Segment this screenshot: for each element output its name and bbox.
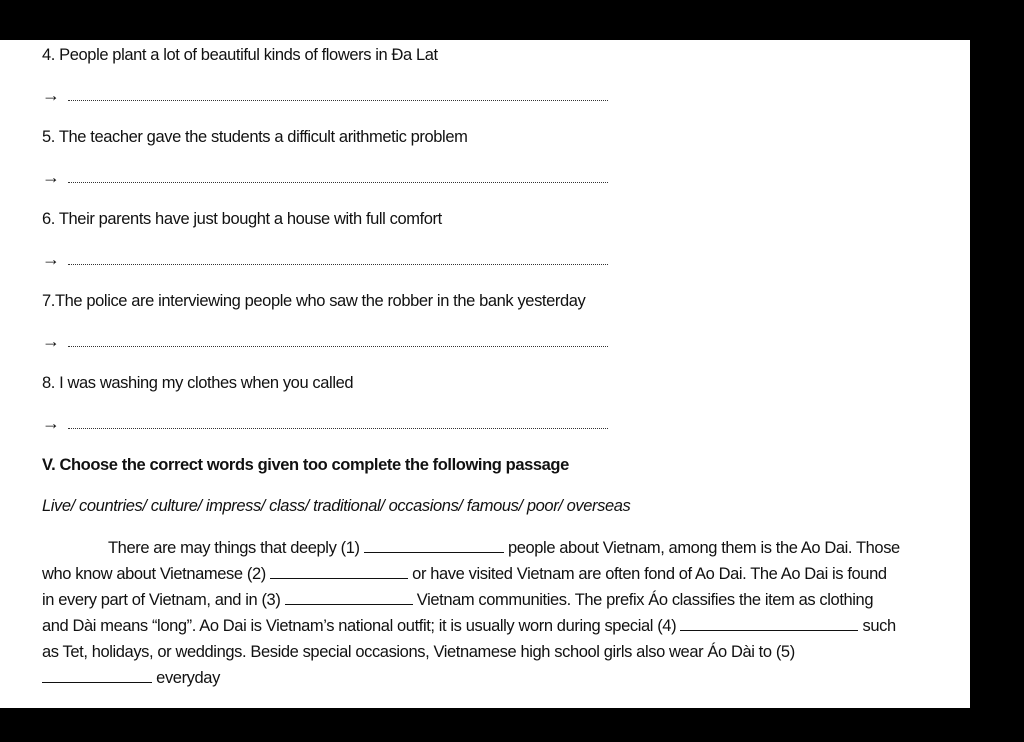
exercise-item-6: 6. Their parents have just bought a house with full comfort xyxy=(42,210,442,228)
worksheet-page xyxy=(0,40,970,708)
passage-text: everyday xyxy=(152,669,220,687)
passage-text: or have visited Vietnam are often fond of Ao Dai. The Ao Dai is found in every part of Vietnam, and in (3) xyxy=(42,565,887,609)
passage xyxy=(42,535,902,691)
dotted-answer-line xyxy=(68,100,608,101)
blank-2[interactable] xyxy=(270,564,408,579)
arrow-icon: → xyxy=(42,413,60,433)
dotted-answer-line xyxy=(68,346,608,347)
arrow-icon: → xyxy=(42,331,60,351)
section-heading: V. Choose the correct words given too complete the following passage xyxy=(42,456,569,474)
arrow-icon: → xyxy=(42,249,60,269)
exercise-item-7: 7.The police are interviewing people who saw the robber in the bank yesterday xyxy=(42,292,586,310)
word-bank: Live/ countries/ culture/ impress/ class/ traditional/ occasions/ famous/ poor/ overseas xyxy=(42,497,631,515)
dotted-answer-line xyxy=(68,182,608,183)
passage-text: people about Vietnam, among them is the Ao Dai. Those who know about Vietnamese (2) xyxy=(42,539,900,583)
passage-text: such as Tet, holidays, or weddings. Beside special occasions, Vietnamese high school girls also wear Áo Dài to (5) xyxy=(42,617,896,661)
exercise-item-8: 8. I was washing my clothes when you called xyxy=(42,374,354,392)
dotted-answer-line xyxy=(68,264,608,265)
passage-text: There are may things that deeply (1) xyxy=(108,539,364,557)
arrow-icon: → xyxy=(42,167,60,187)
arrow-icon: → xyxy=(42,85,60,105)
blank-3[interactable] xyxy=(285,590,413,605)
dotted-answer-line xyxy=(68,428,608,429)
blank-4[interactable] xyxy=(680,616,858,631)
passage-text: Vietnam communities. The prefix Áo classifies the item as clothing and Dài means “long”. Ao Dai is Vietnam’s national outfit; it is usually worn during special (4) xyxy=(42,591,874,635)
blank-5[interactable] xyxy=(42,668,152,683)
blank-1[interactable] xyxy=(364,538,504,553)
exercise-item-4: 4. People plant a lot of beautiful kinds of flowers in Đa Lat xyxy=(42,46,438,64)
exercise-item-5: 5. The teacher gave the students a difficult arithmetic problem xyxy=(42,128,468,146)
